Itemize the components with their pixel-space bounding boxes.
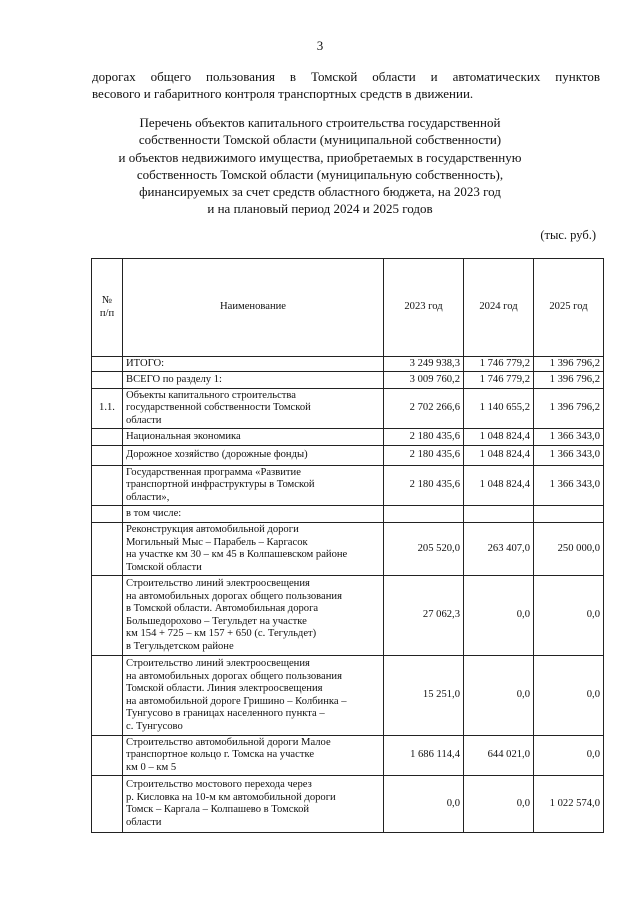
- row-value-2024: 0,0: [464, 776, 534, 833]
- table-header-row: [92, 259, 604, 357]
- row-number: [92, 736, 123, 776]
- row-number: [92, 776, 123, 833]
- table-body: [92, 357, 604, 833]
- row-value-2024: 1 048 824,4: [464, 466, 534, 506]
- row-value-2025: 1 366 343,0: [534, 446, 604, 466]
- row-value-2025: [534, 506, 604, 523]
- header-2023: 2023 год: [384, 259, 464, 357]
- row-number: [92, 446, 123, 466]
- row-name: Дорожное хозяйство (дорожные фонды): [123, 446, 384, 466]
- row-value-2025: 1 396 796,2: [534, 389, 604, 429]
- row-value-2024: 0,0: [464, 656, 534, 736]
- row-name: Национальная экономика: [123, 429, 384, 446]
- row-value-2025: 1 396 796,2: [534, 357, 604, 372]
- intro-line-1: дорогах общего пользования в Томской области и автоматических пунктов: [92, 69, 600, 84]
- row-value-2023: 3 009 760,2: [384, 372, 464, 389]
- heading-line: Перечень объектов капитального строительства государственной: [139, 115, 501, 130]
- table-row: [92, 776, 604, 833]
- header-2025: 2025 год: [534, 259, 604, 357]
- row-value-2024: 1 140 655,2: [464, 389, 534, 429]
- row-value-2025: 1 396 796,2: [534, 372, 604, 389]
- row-value-2023: 0,0: [384, 776, 464, 833]
- heading-line: и объектов недвижимого имущества, приобретаемых в государственную: [118, 149, 522, 165]
- header-num: [92, 259, 123, 357]
- header-2024: 2024 год: [464, 259, 534, 357]
- row-value-2024: 263 407,0: [464, 523, 534, 576]
- row-value-2024: 1 746 779,2: [464, 372, 534, 389]
- row-value-2023: 2 180 435,6: [384, 429, 464, 446]
- row-value-2025: 1 366 343,0: [534, 429, 604, 446]
- row-value-2023: [384, 506, 464, 523]
- row-number: [92, 506, 123, 523]
- row-value-2024: 1 048 824,4: [464, 429, 534, 446]
- intro-paragraph: [92, 68, 600, 102]
- row-name: Строительство мостового перехода через р. Кисловка на 10-м км автомобильной дороги Томск – Каргала – Колпашево в Томской области: [123, 776, 384, 833]
- heading-line: и на плановый период 2024 и 2025 годов: [207, 201, 433, 217]
- heading-line: собственность Томской области (муниципальную собственность),: [136, 166, 504, 182]
- row-name: Строительство линий электроосвещения на автомобильных дорогах общего пользования Томской области. Линия электроосвещения на автомобильной дороге Гришино – Колбинка – Тунгусово в границах населенного пункта – с. Тунгусово: [123, 656, 384, 736]
- row-number: [92, 357, 123, 372]
- row-number: 1.1.: [92, 389, 123, 429]
- row-value-2025: 0,0: [534, 656, 604, 736]
- row-value-2025: 0,0: [534, 736, 604, 776]
- row-value-2023: 2 180 435,6: [384, 446, 464, 466]
- table-row: [92, 506, 604, 523]
- table-row: [92, 446, 604, 466]
- budget-table: [91, 258, 604, 833]
- row-value-2023: 1 686 114,4: [384, 736, 464, 776]
- table-row: [92, 466, 604, 506]
- row-value-2023: 2 702 266,6: [384, 389, 464, 429]
- row-name: в том числе:: [123, 506, 384, 523]
- document-heading: [60, 114, 580, 218]
- header-num-text: № п/п: [99, 295, 115, 319]
- row-name: Строительство линий электроосвещения на автомобильных дорогах общего пользования в Томской области. Автомобильная дорога Большедорохово – Тегульдет на участке км 154 + 725 – км 157 + 650 (с. Тегульдет) в Тегульдетском районе: [123, 576, 384, 656]
- row-value-2024: 1 746 779,2: [464, 357, 534, 372]
- row-value-2023: 205 520,0: [384, 523, 464, 576]
- row-value-2023: 15 251,0: [384, 656, 464, 736]
- row-value-2023: 3 249 938,3: [384, 357, 464, 372]
- table-row: [92, 576, 604, 656]
- row-name: ИТОГО:: [123, 357, 384, 372]
- row-number: [92, 523, 123, 576]
- heading-line: собственности Томской области (муниципальной собственности): [138, 132, 502, 148]
- row-number: [92, 466, 123, 506]
- row-name: Объекты капитального строительства государственной собственности Томской области: [123, 389, 384, 429]
- row-value-2025: 0,0: [534, 576, 604, 656]
- row-value-2025: 1 022 574,0: [534, 776, 604, 833]
- row-value-2024: 1 048 824,4: [464, 446, 534, 466]
- row-number: [92, 372, 123, 389]
- heading-line: финансируемых за счет средств областного бюджета, на 2023 год: [139, 184, 501, 200]
- table-row: [92, 372, 604, 389]
- row-number: [92, 429, 123, 446]
- row-value-2025: 250 000,0: [534, 523, 604, 576]
- page-number: 3: [316, 38, 324, 53]
- row-name: ВСЕГО по разделу 1:: [123, 372, 384, 389]
- header-name: Наименование: [123, 259, 384, 357]
- table-row: [92, 656, 604, 736]
- row-number: [92, 576, 123, 656]
- row-value-2024: [464, 506, 534, 523]
- table-row: [92, 736, 604, 776]
- row-value-2024: 644 021,0: [464, 736, 534, 776]
- table-row: [92, 429, 604, 446]
- row-name: Строительство автомобильной дороги Малое транспортное кольцо г. Томска на участке км 0 – км 5: [123, 736, 384, 776]
- row-value-2025: 1 366 343,0: [534, 466, 604, 506]
- intro-line-2: весового и габаритного контроля транспортных средств в движении.: [92, 86, 474, 101]
- row-name: Реконструкция автомобильной дороги Могильный Мыс – Парабель – Каргасок на участке км 30 – км 45 в Колпашевском районе Томской области: [123, 523, 384, 576]
- row-value-2023: 27 062,3: [384, 576, 464, 656]
- table-row: [92, 389, 604, 429]
- table-row: [92, 523, 604, 576]
- row-number: [92, 656, 123, 736]
- units-note: (тыс. руб.): [540, 228, 596, 242]
- row-value-2023: 2 180 435,6: [384, 466, 464, 506]
- row-name: Государственная программа «Развитие транспортной инфраструктуры в Томской области»,: [123, 466, 384, 506]
- table-row: [92, 357, 604, 372]
- row-value-2024: 0,0: [464, 576, 534, 656]
